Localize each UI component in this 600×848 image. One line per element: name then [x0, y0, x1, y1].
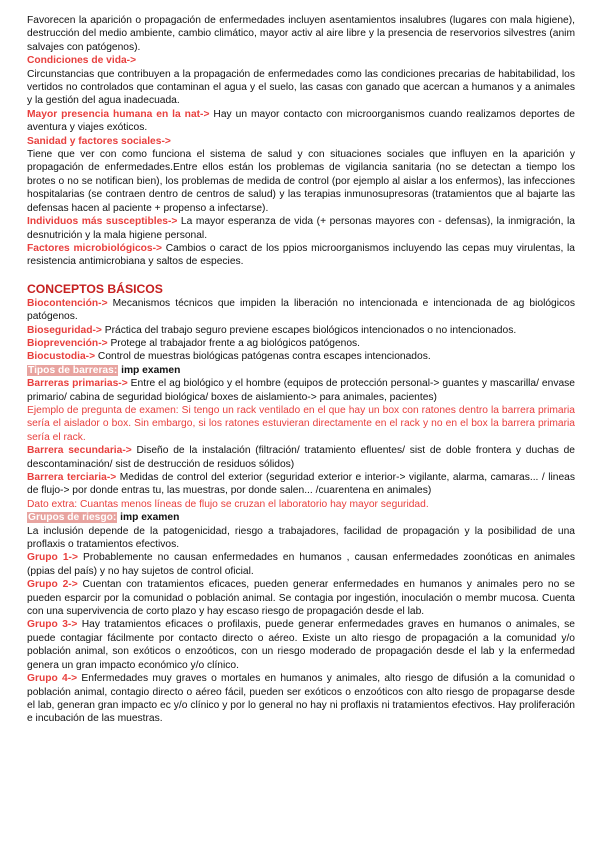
sanidad-heading: Sanidad y factores sociales-> [27, 135, 171, 147]
grupo4-paragraph [27, 672, 575, 726]
individuos-term: Individuos más susceptibles-> [27, 216, 178, 228]
biocontencion-paragraph [27, 297, 575, 324]
grupos-intro-paragraph: La inclusión depende de la patogenicidad, riesgo a trabajadores, facilidad de propagación y la posibilidad de una proflaxis o tratamientos efectivos. [27, 525, 575, 551]
barreras-primarias-term: Barreras primarias-> [27, 378, 128, 390]
document-page [27, 14, 575, 726]
conceptos-title: CONCEPTOS BÁSICOS [27, 281, 163, 296]
bioseguridad-text: Práctica del trabajo seguro previene escapes biológicos intencionados o no intencionados. [101, 324, 517, 336]
grupo2-text: Cuentan con tratamientos eficaces, pueden generar enfermedades en humanos y animales pero no se pueden esparcir por la comunidad o población animal. Se contagia por ingestión, inoculación o membr mucosa. Cuenta con una supervivencia de corto plazo y hay escaso riesgo de propagación desde el lab. [27, 579, 575, 618]
grupos-riesgo-label: Grupos de riesgo: [28, 512, 117, 524]
mayor-presencia-paragraph [27, 108, 575, 135]
grupo2-paragraph [27, 578, 575, 618]
barreras-primarias-text: Entre el ag biológico y el hombre (equipos de protección personal-> guantes y mascarilla/ envase primario/ cabina de seguridad biológica/ boxes de aislamiento-> para animales, pacientes) [27, 378, 575, 403]
bioseguridad-term: Bioseguridad-> [27, 324, 102, 336]
mayor-presencia-text: Hay un mayor contacto con microorganismos cuando realizamos deportes de aventura y viajes exóticos. [27, 108, 576, 134]
dato-extra-paragraph: Dato extra: Cuantas menos líneas de flujo se cruzan el laboratorio hay mayor seguridad. [27, 498, 429, 510]
tipos-barreras-line [27, 364, 575, 377]
condiciones-heading: Condiciones de vida-> [27, 55, 137, 67]
bioprevencion-paragraph [27, 337, 575, 350]
factores-micro-term: Factores microbiológicos-> [27, 242, 163, 254]
bioprevencion-term: Bioprevención-> [27, 337, 108, 349]
tipos-barreras-label: Tipos de barreras: [28, 364, 118, 376]
tipos-barreras-tag: imp examen [118, 364, 181, 376]
condiciones-paragraph: Circunstancias que contribuyen a la propagación de enfermedades como las condiciones precarias de habitabilidad, los vertidos no controlados que contaminan el agua y el suelo, las casas con ganado que acercan a humanos y a animales y la gestión del agua inadecuada. [27, 68, 575, 107]
grupo3-paragraph [27, 618, 575, 672]
factores-micro-text: Cambios o caract de los ppios microorganismos incluyendo las cepas muy virulentas, la resistencia antimicrobiana y saltos de especies. [27, 242, 575, 268]
barrera-terciaria-paragraph [27, 471, 575, 498]
biocontencion-text: Mecanismos técnicos que impiden la liberación no intencionada e intencionada de ag biológicos patógenos. [27, 297, 575, 323]
individuos-text: La mayor esperanza de vida (+ personas mayores con - defensas), la inmigración, la desnutrición y la mala higiene personal. [27, 216, 575, 241]
grupo1-text: Probablemente no causan enfermedades en humanos , causan enfermedades zoonóticas en animales (ppias del país) y no hay sujetos de control oficial. [27, 552, 576, 577]
factores-micro-paragraph [27, 242, 575, 269]
grupo3-text: Hay tratamientos eficaces o profilaxis, puede generar enfermedades graves en humanos o animales, se puede contagiar fácilmente por contacto directo o aéreo. Existe un alto riesgo de propagación a la comunidad y/o población animal, son exóticos o enzoóticos, con un riesgo moderado de propagación desde el lab y la enfermedad genera un gran impacto económico y/o clínico. [27, 619, 575, 671]
biocustodia-term: Biocustodia-> [27, 351, 96, 363]
biocontencion-term: Biocontención-> [27, 297, 108, 309]
barrera-terciaria-term: Barrera terciaria-> [27, 472, 117, 483]
grupo2-term: Grupo 2-> [27, 579, 78, 591]
barrera-terciaria-text: Medidas de control del exterior (seguridad exterior e interior-> vigilante, alarma, camaras... / lineas de flujo-> por donde entras tu, las muestras, por donde salen... /cuarentena en animales) [27, 472, 575, 497]
bioprevencion-text: Protege al trabajador frente a ag biológicos patógenos. [107, 337, 361, 349]
bioseguridad-paragraph [27, 324, 575, 337]
individuos-paragraph [27, 215, 575, 242]
barrera-secundaria-term: Barrera secundaria-> [27, 445, 132, 457]
mayor-presencia-term: Mayor presencia humana en la nat-> [27, 108, 210, 120]
barreras-primarias-paragraph [27, 377, 575, 404]
grupo3-term: Grupo 3-> [27, 619, 78, 631]
barrera-secundaria-paragraph [27, 444, 575, 471]
grupos-riesgo-tag: imp examen [117, 512, 180, 524]
biocustodia-text: Control de muestras biológicas patógenas contra escapes intencionados. [95, 351, 431, 363]
grupos-riesgo-line [27, 511, 575, 524]
intro-paragraph: Favorecen la aparición o propagación de enfermedades incluyen asentamientos insalubres (lugares con mala higiene), destrucción del medio ambiente, cambio climático, mayor activ al aire libre y la presencia de reservorios silvestres (anim salvajes con patógenos). [27, 15, 575, 53]
grupo1-paragraph [27, 551, 575, 578]
grupo4-term: Grupo 4-> [27, 673, 78, 685]
ejemplo-examen-paragraph: Ejemplo de pregunta de examen: Si tengo un rack ventilado en el que hay un box con ratones dentro la barrera primaria sería el aislador o box. Sin embargo, si los ratones estuvieran directamente en el rack y no en el box la barrera primaria sería el rack. [27, 404, 575, 443]
barrera-secundaria-text: Diseño de la instalación (filtración/ tratamiento efluentes/ sist de doble frontera y duchas de descontaminación/ sist de destrucción de residuos sólidos) [27, 445, 576, 470]
sanidad-paragraph: Tiene que ver con como funciona el sistema de salud y con situaciones sociales que influyen en la aparición y propagación de enfermedades.Entre ellos están los problemas de vigilancia sanitaria (no se detectan a tiempo los brotes o no se notifican bien), los problemas de medida de control (por ejemplo al aislar a los enfermos), las infecciones hospitalarias (se contraen dentro de centros de salud) y las terapias inmunosupresoras (tratamientos que al bajarte las defensas hacen al paciente + propenso a infectarse). [27, 149, 575, 214]
biocustodia-paragraph [27, 350, 575, 363]
grupo1-term: Grupo 1-> [27, 552, 78, 564]
grupo4-text: Enfermedades muy graves o mortales en humanos y animales, alto riesgo de difusión a la comunidad o población animal, contagio directo o aéreo fácil, pueden ser exóticos o enzoóticos con alto riesgo de propagarse desde el lab, generan gran impacto ec y/o clínico y por lo general no hay ni proflaxis ni tratamientos efectivos. Hay proliferación e incubación de las muestras. [27, 673, 576, 725]
